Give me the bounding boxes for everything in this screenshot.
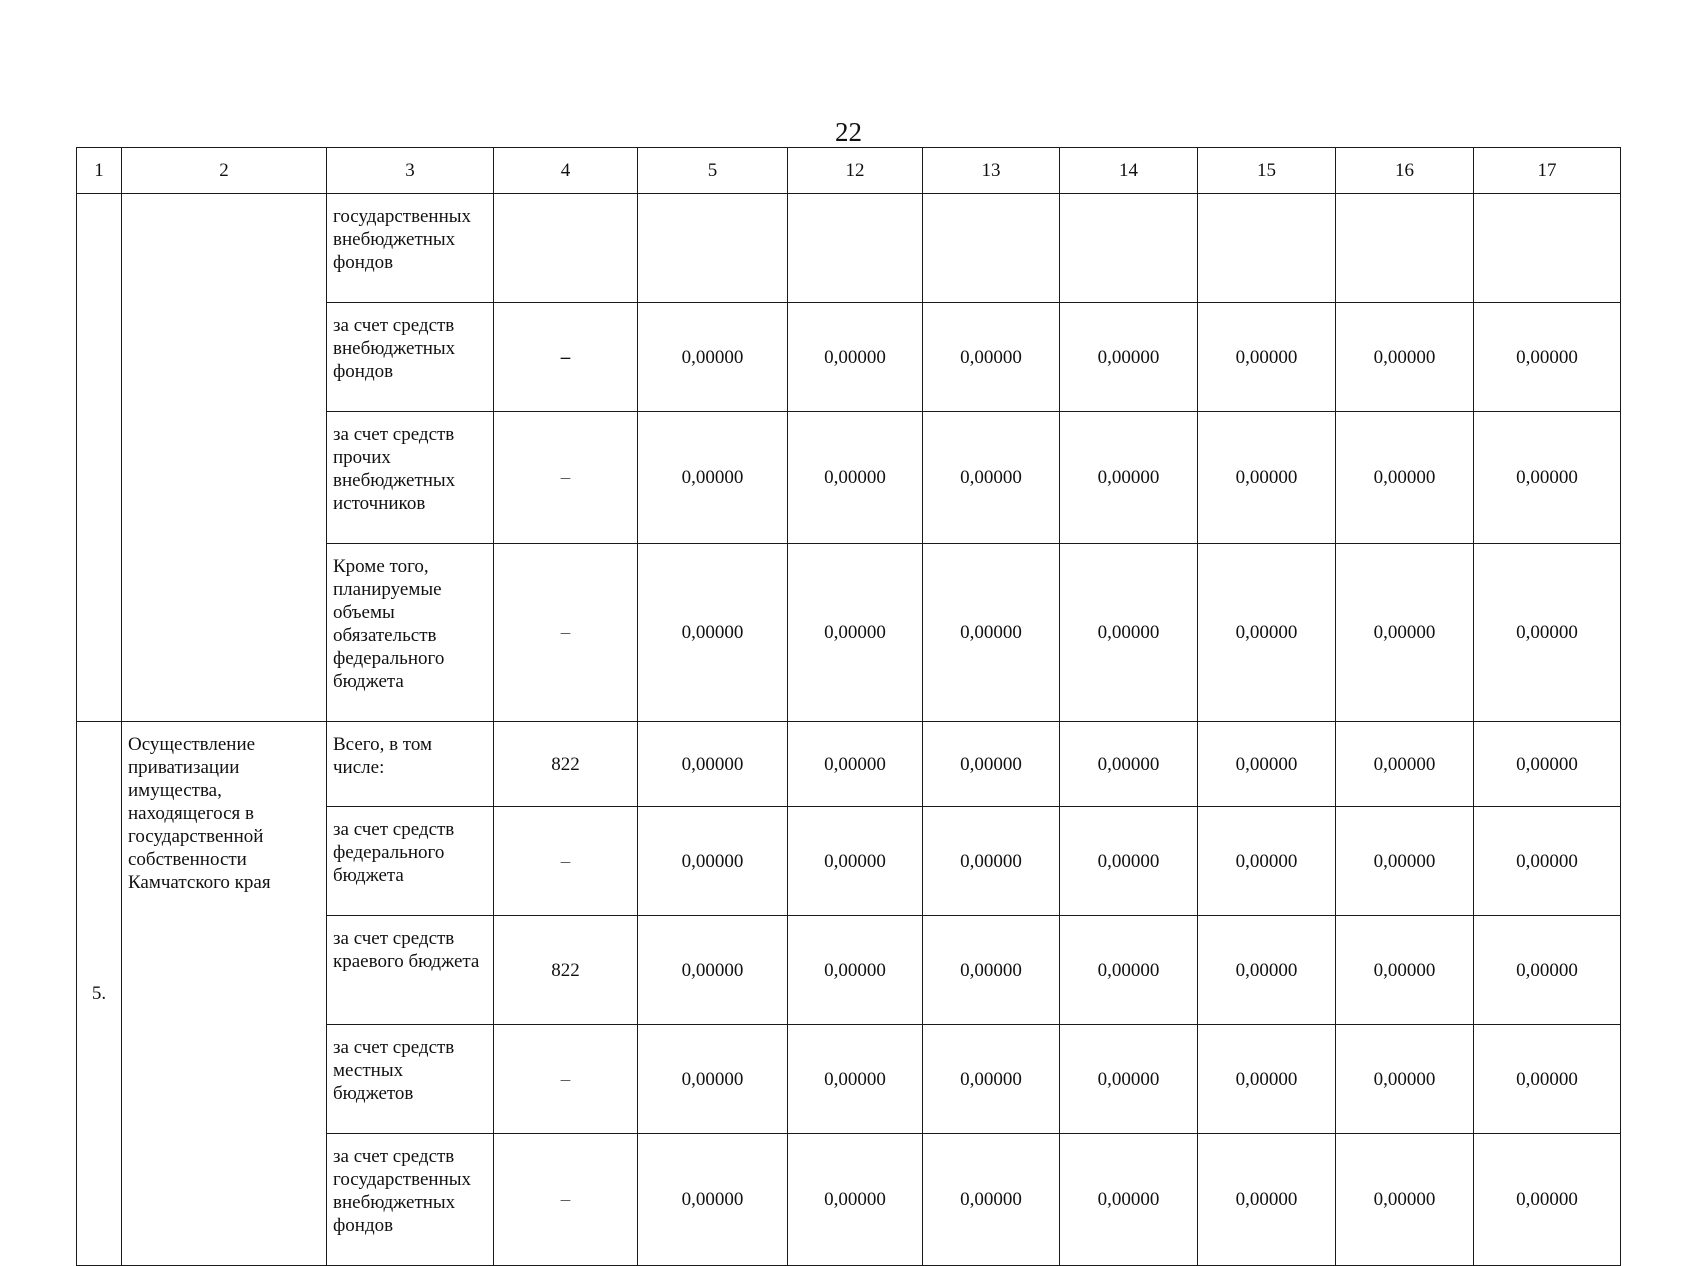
code-cell: –: [494, 1025, 638, 1134]
header-cell: 14: [1060, 148, 1198, 194]
value-cell: 0,00000: [1336, 916, 1474, 1025]
value-cell: 0,00000: [1198, 722, 1336, 807]
value-cell: 0,00000: [1474, 412, 1621, 544]
value-cell: 0,00000: [1336, 1025, 1474, 1134]
value-cell: 0,00000: [638, 1025, 788, 1134]
table-row: [77, 194, 1621, 303]
funding-source-label: за счет средств государственных внебюджетных фондов: [327, 1134, 494, 1266]
value-cell: 0,00000: [788, 807, 923, 916]
value-cell: 0,00000: [1474, 1134, 1621, 1266]
value-cell: 0,00000: [1474, 544, 1621, 722]
budget-table: [76, 147, 1621, 1266]
value-cell: 0,00000: [1060, 916, 1198, 1025]
code-cell: [494, 194, 638, 303]
value-cell: 0,00000: [923, 412, 1060, 544]
value-cell: 0,00000: [788, 916, 923, 1025]
value-cell: 0,00000: [788, 1025, 923, 1134]
header-cell: 13: [923, 148, 1060, 194]
value-cell: 0,00000: [1198, 544, 1336, 722]
value-cell: 0,00000: [788, 1134, 923, 1266]
value-cell: 0,00000: [788, 544, 923, 722]
value-cell: 0,00000: [1060, 1025, 1198, 1134]
value-cell: 0,00000: [638, 1134, 788, 1266]
funding-source-label: за счет средств федерального бюджета: [327, 807, 494, 916]
item-number-cell: [77, 194, 122, 722]
code-cell: 822: [494, 722, 638, 807]
value-cell: 0,00000: [1060, 807, 1198, 916]
value-cell: 0,00000: [1336, 722, 1474, 807]
code-cell: –: [494, 807, 638, 916]
header-cell: 15: [1198, 148, 1336, 194]
value-cell: [1336, 194, 1474, 303]
header-cell: 4: [494, 148, 638, 194]
value-cell: [1060, 194, 1198, 303]
value-cell: 0,00000: [1336, 412, 1474, 544]
value-cell: 0,00000: [1474, 916, 1621, 1025]
value-cell: 0,00000: [1060, 303, 1198, 412]
value-cell: 0,00000: [923, 1134, 1060, 1266]
value-cell: 0,00000: [923, 544, 1060, 722]
value-cell: 0,00000: [923, 916, 1060, 1025]
item-title-cell: Осуществление приватизации имущества, находящегося в государственной собственности Камчатского края: [122, 722, 327, 1266]
value-cell: 0,00000: [788, 303, 923, 412]
code-cell: –: [494, 303, 638, 412]
item-number-cell: 5.: [77, 722, 122, 1266]
funding-source-label: Кроме того, планируемые объемы обязательств федерального бюджета: [327, 544, 494, 722]
value-cell: [1198, 194, 1336, 303]
value-cell: 0,00000: [1336, 303, 1474, 412]
value-cell: 0,00000: [1474, 303, 1621, 412]
funding-source-label: за счет средств внебюджетных фондов: [327, 303, 494, 412]
value-cell: 0,00000: [1198, 303, 1336, 412]
value-cell: 0,00000: [1198, 916, 1336, 1025]
value-cell: 0,00000: [1198, 1025, 1336, 1134]
header-cell: 2: [122, 148, 327, 194]
value-cell: 0,00000: [1198, 807, 1336, 916]
value-cell: 0,00000: [1198, 1134, 1336, 1266]
value-cell: 0,00000: [788, 412, 923, 544]
value-cell: [638, 194, 788, 303]
value-cell: 0,00000: [1336, 807, 1474, 916]
code-cell: –: [494, 412, 638, 544]
funding-source-label: за счет средств местных бюджетов: [327, 1025, 494, 1134]
value-cell: 0,00000: [1474, 722, 1621, 807]
value-cell: [1474, 194, 1621, 303]
funding-source-label: Всего, в том числе:: [327, 722, 494, 807]
value-cell: 0,00000: [1198, 412, 1336, 544]
header-cell: 17: [1474, 148, 1621, 194]
value-cell: 0,00000: [638, 916, 788, 1025]
value-cell: 0,00000: [638, 807, 788, 916]
value-cell: 0,00000: [1336, 1134, 1474, 1266]
code-cell: –: [494, 544, 638, 722]
funding-source-label: государственных внебюджетных фондов: [327, 194, 494, 303]
value-cell: 0,00000: [923, 303, 1060, 412]
value-cell: 0,00000: [1060, 1134, 1198, 1266]
value-cell: 0,00000: [1474, 807, 1621, 916]
header-cell: 1: [77, 148, 122, 194]
item-title-cell: [122, 194, 327, 722]
value-cell: 0,00000: [1060, 544, 1198, 722]
code-cell: 822: [494, 916, 638, 1025]
funding-source-label: за счет средств краевого бюджета: [327, 916, 494, 1025]
value-cell: 0,00000: [1060, 722, 1198, 807]
value-cell: [923, 194, 1060, 303]
value-cell: 0,00000: [1060, 412, 1198, 544]
header-cell: 16: [1336, 148, 1474, 194]
value-cell: 0,00000: [638, 722, 788, 807]
funding-source-label: за счет средств прочих внебюджетных источников: [327, 412, 494, 544]
value-cell: 0,00000: [788, 722, 923, 807]
value-cell: 0,00000: [638, 303, 788, 412]
page-number: 22: [835, 117, 862, 147]
value-cell: 0,00000: [1474, 1025, 1621, 1134]
header-cell: 12: [788, 148, 923, 194]
header-cell: 5: [638, 148, 788, 194]
value-cell: 0,00000: [923, 807, 1060, 916]
value-cell: 0,00000: [923, 1025, 1060, 1134]
column-number-row: [77, 148, 1621, 194]
value-cell: 0,00000: [638, 544, 788, 722]
table-row: [77, 722, 1621, 807]
value-cell: 0,00000: [1336, 544, 1474, 722]
header-cell: 3: [327, 148, 494, 194]
value-cell: 0,00000: [638, 412, 788, 544]
value-cell: [788, 194, 923, 303]
code-cell: –: [494, 1134, 638, 1266]
value-cell: 0,00000: [923, 722, 1060, 807]
